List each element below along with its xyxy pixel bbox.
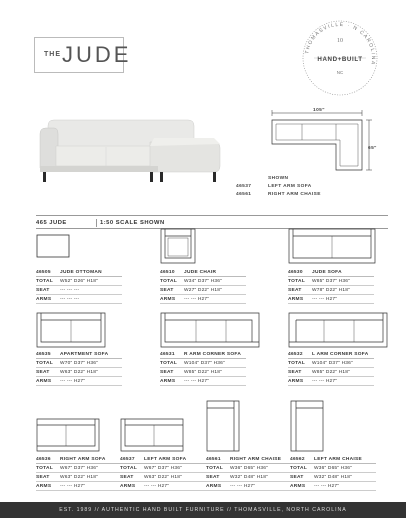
item-number: 46535	[36, 351, 51, 357]
section-scale: 1:50 SCALE SHOWN	[100, 220, 165, 226]
spec-row-arms	[206, 482, 292, 491]
spec-value: --- --- H27"	[314, 483, 340, 489]
spec-row-arms	[36, 377, 122, 386]
spec-value: W104" D37" H36"	[184, 360, 225, 366]
spec-table	[206, 455, 292, 491]
spec-label: ARMS	[288, 378, 304, 384]
shown-desc-2: RIGHT ARM CHAISE	[268, 191, 321, 197]
spec-value: W32" D48" H18"	[230, 474, 269, 480]
spec-label: TOTAL	[36, 465, 54, 471]
spec-table	[160, 350, 246, 386]
item-name: JUDE CHAIR	[184, 269, 217, 275]
spec-label: TOTAL	[290, 465, 308, 471]
spec-row-total	[206, 464, 292, 473]
spec-value: --- --- H27"	[184, 378, 210, 384]
spec-table	[290, 455, 376, 491]
spec-label: TOTAL	[206, 465, 224, 471]
spec-header	[290, 455, 376, 464]
spec-row-arms	[160, 377, 246, 386]
item-name: RIGHT ARM CHAISE	[230, 456, 282, 462]
spec-header	[206, 455, 292, 464]
product-drawing	[206, 400, 240, 457]
spec-row-total	[36, 277, 122, 286]
product-drawing	[160, 312, 260, 353]
spec-label: ARMS	[36, 296, 52, 302]
spec-value: --- --- H27"	[312, 378, 338, 384]
spec-row-total	[160, 359, 246, 368]
spec-row-arms	[36, 482, 122, 491]
spec-row-total	[288, 359, 374, 368]
item-number: 46561	[206, 456, 221, 462]
spec-label: SEAT	[160, 369, 174, 375]
seal-center: HAND+BUILT	[317, 56, 363, 63]
shown-width: 105"	[313, 108, 325, 113]
item-name: L ARM CORNER SOFA	[312, 351, 369, 357]
spec-value: W27" D22" H18"	[184, 287, 223, 293]
spec-value: --- --- H27"	[312, 296, 338, 302]
spec-row-seat	[290, 473, 376, 482]
spec-row-seat	[36, 286, 122, 295]
spec-value: W85" D37" H36"	[312, 278, 351, 284]
spec-label: SEAT	[160, 287, 174, 293]
spec-value: --- --- H27"	[230, 483, 256, 489]
section-separator	[96, 219, 97, 227]
spec-value: W63" D22" H18"	[144, 474, 183, 480]
spec-header	[36, 455, 122, 464]
spec-table	[36, 268, 122, 304]
spec-row-arms	[290, 482, 376, 491]
item-name: LEFT ARM SOFA	[144, 456, 187, 462]
spec-value: W36" D65" H36"	[230, 465, 269, 471]
item-name: JUDE SOFA	[312, 269, 342, 275]
spec-row-total	[36, 359, 122, 368]
spec-label: TOTAL	[288, 360, 306, 366]
shown-label: SHOWN	[268, 176, 289, 181]
spec-label: TOTAL	[160, 278, 178, 284]
spec-value: W34" D37" H36"	[184, 278, 223, 284]
item-name: APARTMENT SOFA	[60, 351, 109, 357]
spec-row-arms	[120, 482, 206, 491]
spec-label: ARMS	[290, 483, 306, 489]
spec-label: SEAT	[288, 287, 302, 293]
section-divider-top	[36, 215, 388, 216]
seal-graphic	[300, 18, 380, 98]
spec-row-arms	[36, 295, 122, 304]
spec-label: SEAT	[288, 369, 302, 375]
spec-row-seat	[36, 368, 122, 377]
item-number: 46510	[160, 269, 175, 275]
spec-row-total	[160, 277, 246, 286]
product-drawing	[288, 228, 376, 269]
spec-label: SEAT	[36, 369, 50, 375]
item-name: RIGHT ARM SOFA	[60, 456, 106, 462]
shown-num-2: 46561	[236, 191, 252, 197]
spec-value: --- --- H27"	[184, 296, 210, 302]
spec-value: W63" D22" H18"	[60, 474, 99, 480]
spec-label: TOTAL	[36, 278, 54, 284]
shown-desc-1: LEFT ARM SOFA	[268, 183, 312, 189]
spec-value: --- --- H27"	[60, 378, 86, 384]
spec-label: TOTAL	[288, 278, 306, 284]
product-drawing	[120, 418, 184, 457]
item-number: 46537	[120, 456, 135, 462]
spec-label: ARMS	[160, 378, 176, 384]
spec-row-seat	[120, 473, 206, 482]
brand-the: THE	[44, 51, 61, 58]
hand-built-seal	[300, 18, 380, 98]
spec-header	[160, 350, 246, 359]
section-name: 465 JUDE	[36, 220, 67, 226]
spec-value: W32" D48" H18"	[314, 474, 353, 480]
product-drawing	[288, 312, 388, 353]
seal-sub: NC	[336, 70, 344, 75]
spec-label: TOTAL	[36, 360, 54, 366]
spec-row-arms	[160, 295, 246, 304]
spec-value: W63" D22" H18"	[60, 369, 99, 375]
spec-label: TOTAL	[160, 360, 178, 366]
spec-value: --- --- ---	[60, 296, 80, 302]
spec-value: --- --- H27"	[144, 483, 170, 489]
spec-value: W78" D22" H18"	[312, 287, 351, 293]
shown-num-1: 46537	[236, 183, 252, 189]
shown-depth: 65"	[368, 146, 377, 151]
spec-value: W52" D26" H18"	[60, 278, 99, 284]
spec-value: W85" D22" H18"	[184, 369, 223, 375]
spec-row-seat	[206, 473, 292, 482]
spec-value: W104" D37" H36"	[312, 360, 353, 366]
spec-label: TOTAL	[120, 465, 138, 471]
spec-header	[120, 455, 206, 464]
product-drawing	[290, 400, 324, 457]
spec-row-total	[288, 277, 374, 286]
spec-table	[160, 268, 246, 304]
product-drawing	[36, 418, 100, 457]
sofa-photo	[38, 108, 224, 188]
spec-header	[160, 268, 246, 277]
spec-row-total	[120, 464, 206, 473]
seal-arc-text: THOMASVILLE · N CAROLINA	[304, 21, 377, 67]
spec-label: SEAT	[290, 474, 304, 480]
item-number: 46536	[36, 456, 51, 462]
product-drawing	[36, 234, 70, 263]
spec-label: SEAT	[36, 287, 50, 293]
spec-row-seat	[160, 368, 246, 377]
spec-row-total	[290, 464, 376, 473]
brand-logo	[34, 37, 132, 73]
seal-number: 10	[337, 38, 343, 44]
brand-name: JUDE	[62, 42, 132, 67]
spec-row-total	[36, 464, 122, 473]
spec-value: W36" D65" H36"	[314, 465, 353, 471]
item-number: 46505	[36, 269, 51, 275]
spec-table	[120, 455, 206, 491]
spec-label: ARMS	[160, 296, 176, 302]
spec-label: ARMS	[120, 483, 136, 489]
item-number: 46530	[288, 269, 303, 275]
footer-bar: EST. 1989 // AUTHENTIC HAND BUILT FURNITURE // THOMASVILLE, NORTH CAROLINA	[0, 502, 406, 518]
spec-row-seat	[288, 368, 374, 377]
spec-value: W67" D37" H36"	[144, 465, 183, 471]
item-number: 46562	[290, 456, 305, 462]
spec-table	[288, 350, 374, 386]
spec-table	[36, 455, 122, 491]
spec-label: ARMS	[36, 378, 52, 384]
spec-row-seat	[288, 286, 374, 295]
spec-label: SEAT	[120, 474, 134, 480]
spec-table	[288, 268, 374, 304]
spec-header	[36, 350, 122, 359]
spec-value: W67" D37" H36"	[60, 465, 99, 471]
spec-header	[36, 268, 122, 277]
product-drawing	[36, 312, 106, 353]
spec-value: --- --- H27"	[60, 483, 86, 489]
spec-label: ARMS	[206, 483, 222, 489]
item-name: JUDE OTTOMAN	[60, 269, 102, 275]
spec-row-seat	[160, 286, 246, 295]
spec-row-seat	[36, 473, 122, 482]
item-number: 46531	[160, 351, 175, 357]
shown-legend	[236, 176, 386, 198]
spec-value: W70" D37" H36"	[60, 360, 99, 366]
spec-label: ARMS	[36, 483, 52, 489]
spec-value: W85" D22" H18"	[312, 369, 351, 375]
item-name: LEFT ARM CHAISE	[314, 456, 363, 462]
spec-label: SEAT	[36, 474, 50, 480]
item-name: R ARM CORNER SOFA	[184, 351, 242, 357]
spec-row-arms	[288, 377, 374, 386]
item-number: 46532	[288, 351, 303, 357]
spec-label: SEAT	[206, 474, 220, 480]
spec-table	[36, 350, 122, 386]
spec-label: ARMS	[288, 296, 304, 302]
spec-value: --- --- ---	[60, 287, 80, 293]
spec-header	[288, 268, 374, 277]
product-drawing	[160, 228, 196, 269]
spec-row-arms	[288, 295, 374, 304]
spec-header	[288, 350, 374, 359]
